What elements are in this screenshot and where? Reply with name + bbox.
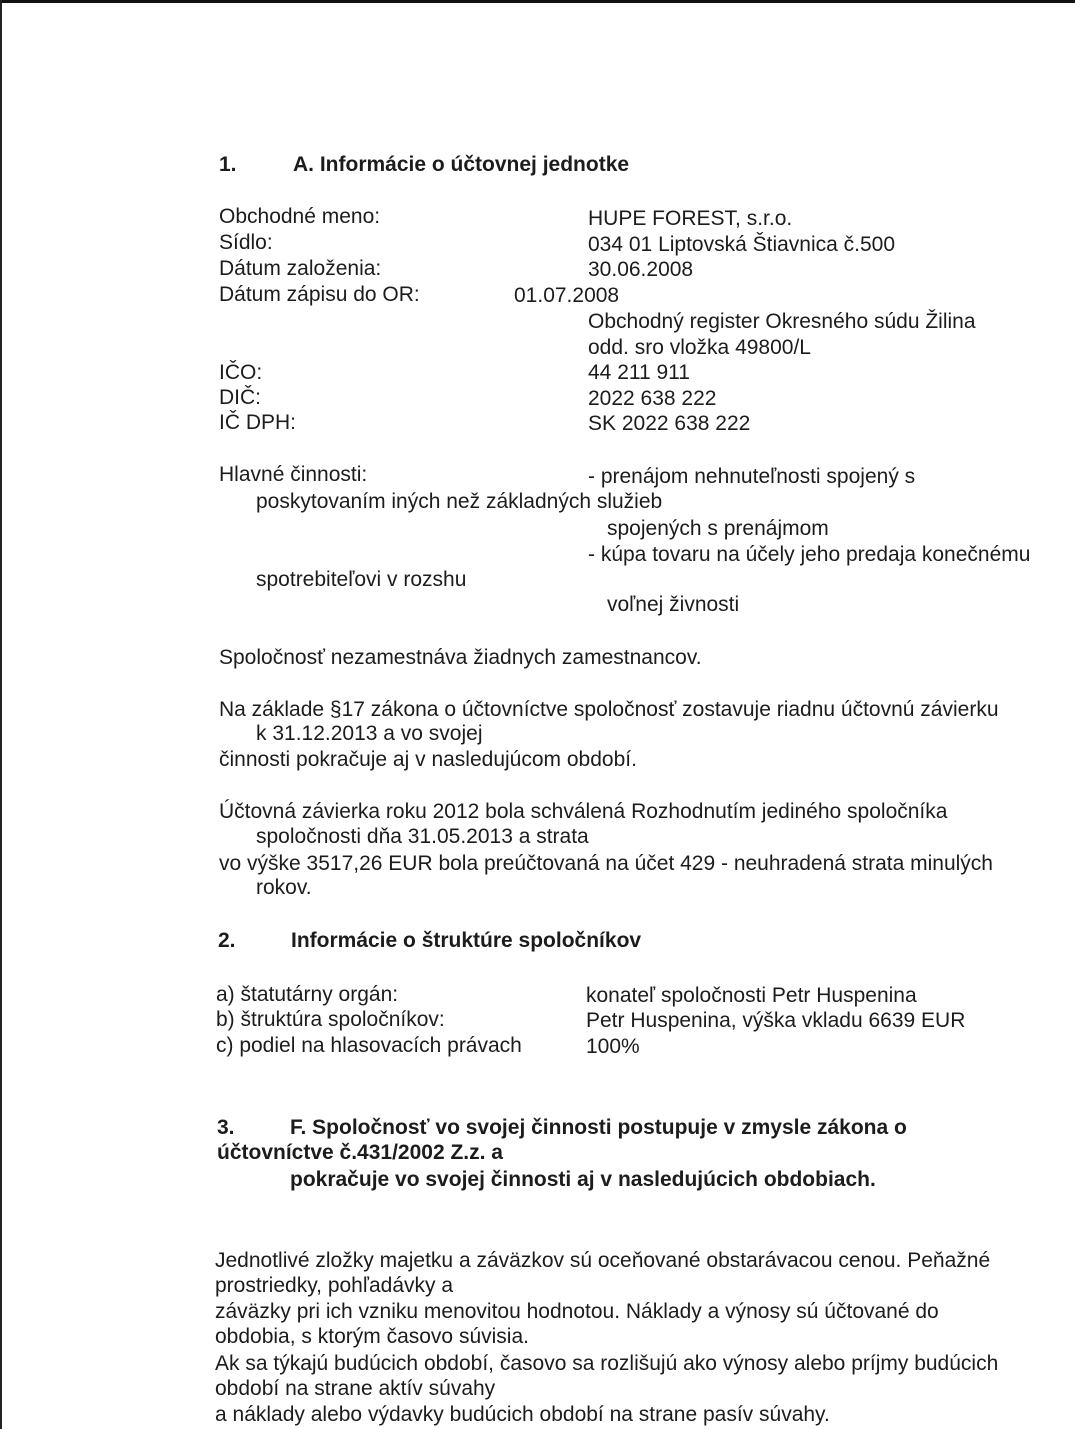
label-registration-date: Dátum zápisu do OR: <box>219 283 420 306</box>
register-line-2: odd. sro vložka 49800/L <box>588 336 811 359</box>
scan-edge-top <box>0 0 1075 3</box>
employees-statement: Spoločnosť nezamestnáva žiadnych zamestnancov. <box>219 646 702 669</box>
valuation-line-3: záväzky pri ich vzniku menovitou hodnotou. Náklady a výnosy sú účtované do <box>215 1300 939 1323</box>
approval-line-4: rokov. <box>256 876 312 899</box>
basis-line-3: činnosti pokračuje aj v nasledujúcom období. <box>219 748 637 771</box>
label-seat: Sídlo: <box>219 231 273 254</box>
label-main-activities: Hlavné činnosti: <box>219 463 368 486</box>
value-registration-date: 01.07.2008 <box>514 284 620 307</box>
value-seat: 034 01 Liptovská Štiavnica č.500 <box>588 233 896 256</box>
basis-line-1: Na základe §17 zákona o účtovníctve spoločnosť zostavuje riadnu účtovnú závierku <box>219 698 999 721</box>
valuation-line-5: Ak sa týkajú budúcich období, časovo sa rozlišujú ako výnosy alebo príjmy budúcich <box>215 1352 999 1375</box>
register-line-1: Obchodný register Okresného súdu Žilina <box>588 310 976 333</box>
section2-number: 2. <box>218 929 236 952</box>
scan-edge-left <box>0 0 2 1429</box>
basis-line-2: k 31.12.2013 a vo svojej <box>256 722 483 745</box>
approval-line-1: Účtovná závierka roku 2012 bola schválená Rozhodnutím jediného spoločníka <box>219 800 948 823</box>
value-ic-dph: SK 2022 638 222 <box>588 412 751 435</box>
approval-line-2: spoločnosti dňa 31.05.2013 a strata <box>256 825 589 848</box>
valuation-line-6: období na strane aktív súvahy <box>215 1377 496 1400</box>
activity-line-6: voľnej živnosti <box>607 593 740 616</box>
section3-number: 3. <box>217 1116 235 1139</box>
valuation-line-1: Jednotlivé zložky majetku a záväzkov sú oceňované obstarávacou cenou. Peňažné <box>215 1249 991 1272</box>
section3-heading-line-1: F. Spoločnosť vo svojej činnosti postupuje v zmysle zákona o <box>290 1116 907 1139</box>
value-company-name: HUPE FOREST, s.r.o. <box>588 207 793 230</box>
activity-line-2: poskytovaním iných než základných služieb <box>256 490 663 513</box>
value-dic: 2022 638 222 <box>588 387 717 410</box>
valuation-line-2: prostriedky, pohľadávky a <box>215 1274 454 1297</box>
label-ic-dph: IČ DPH: <box>219 411 297 434</box>
value-voting-share: 100% <box>586 1035 640 1058</box>
activity-line-1: - prenájom nehnuteľnosti spojený s <box>588 465 916 488</box>
activity-line-3: spojených s prenájmom <box>607 517 829 540</box>
label-partner-structure: b) štruktúra spoločníkov: <box>216 1008 445 1031</box>
value-statutory-body: konateľ spoločnosti Petr Huspenina <box>586 984 917 1007</box>
label-statutory-body: a) štatutárny orgán: <box>216 983 399 1006</box>
section1-heading: A. Informácie o účtovnej jednotke <box>293 153 630 176</box>
section1-number: 1. <box>219 153 237 176</box>
label-voting-share: c) podiel na hlasovacích právach <box>216 1034 522 1057</box>
activity-line-5: spotrebiteľovi v rozshu <box>256 568 467 591</box>
label-dic: DIČ: <box>219 386 261 409</box>
label-ico: IČO: <box>219 361 263 384</box>
valuation-line-7: a náklady alebo výdavky budúcich období na strane pasív súvahy. <box>215 1403 830 1426</box>
value-partner-structure: Petr Huspenina, výška vkladu 6639 EUR <box>586 1009 966 1032</box>
value-ico: 44 211 911 <box>588 361 690 384</box>
label-founding-date: Dátum založenia: <box>219 257 382 280</box>
section3-heading-line-2: účtovníctve č.431/2002 Z.z. a <box>217 1141 503 1164</box>
section3-heading-line-3: pokračuje vo svojej činnosti aj v nasledujúcich obdobiach. <box>290 1168 876 1191</box>
value-founding-date: 30.06.2008 <box>588 258 694 281</box>
section2-heading: Informácie o štruktúre spoločníkov <box>291 929 642 952</box>
valuation-line-4: obdobia, s ktorým časovo súvisia. <box>215 1325 529 1348</box>
label-company-name: Obchodné meno: <box>219 205 381 228</box>
activity-line-4: - kúpa tovaru na účely jeho predaja konečnému <box>588 543 1031 566</box>
approval-line-3: vo výške 3517,26 EUR bola preúčtovaná na účet 429 - neuhradená strata minulých <box>219 852 993 875</box>
